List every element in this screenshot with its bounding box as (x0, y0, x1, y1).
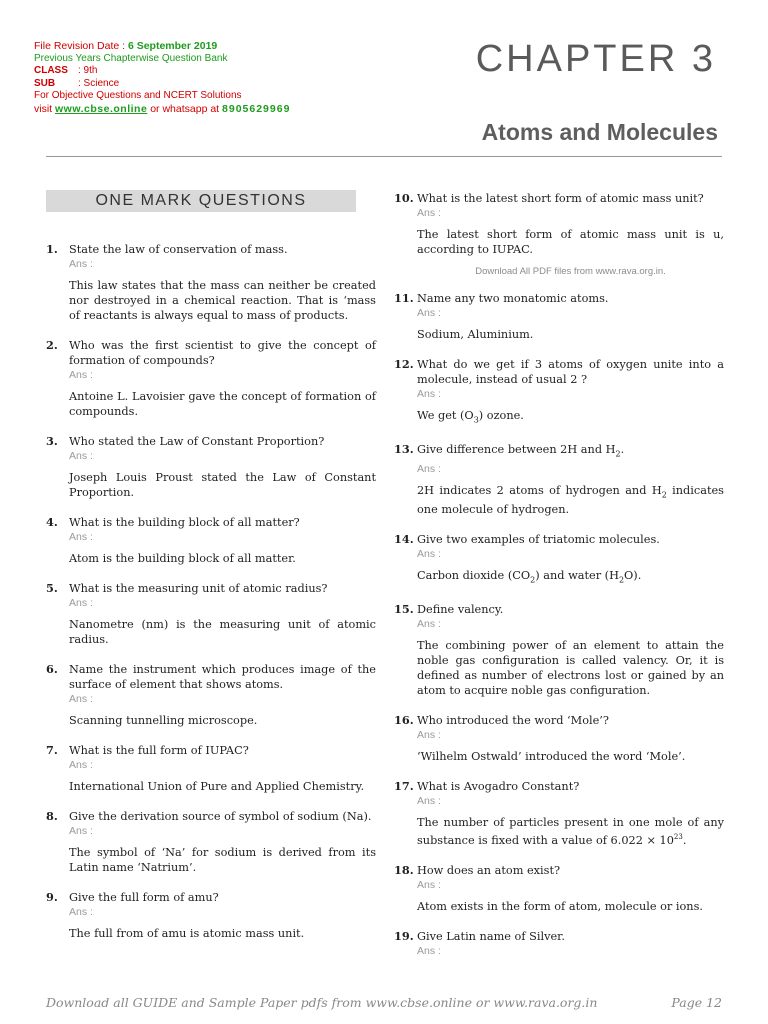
question-number: 5. (46, 581, 58, 595)
question-number: 11. (394, 291, 414, 305)
answer-text: We get $(O_3)$ ozone. (417, 409, 524, 425)
question-number: 7. (46, 743, 58, 757)
question-text: What is the full form of IUPAC? (69, 744, 249, 757)
answer-label: Ans : (417, 944, 441, 957)
question-number: 8. (46, 809, 58, 823)
answer-text: Atom is the building block of all matter. (69, 552, 296, 565)
question-item (46, 338, 376, 419)
answer-label: Ans : (69, 906, 93, 918)
answer-text: Antoine L. Lavoisier gave the concept of formation of compounds. (69, 390, 376, 418)
answer-label: Ans : (417, 878, 441, 891)
question-text: Give the full form of amu? (69, 891, 219, 904)
question-text: What is Avogadro Constant? (417, 780, 580, 793)
question-item (394, 863, 724, 914)
question-item (394, 779, 724, 848)
answer-text: Atom exists in the form of atom, molecule or ions. (417, 899, 703, 913)
question-text: How does an atom exist? (417, 863, 561, 877)
question-text: Define valency. (417, 603, 504, 616)
answer-label: Ans : (69, 693, 93, 705)
answer-label: Ans : (417, 462, 441, 475)
objective-note: For Objective Questions and NCERT Solutions (34, 90, 242, 101)
answer-label: Ans : (69, 369, 93, 381)
class-label: CLASS (34, 65, 68, 76)
sub-value: : Science (78, 77, 120, 89)
question-item (46, 890, 376, 941)
question-number: 14. (394, 531, 414, 546)
download-note: Download All PDF files from www.rava.org.in. (475, 266, 666, 277)
whatsapp-label: or whatsapp at (147, 102, 223, 115)
question-number: 12. (394, 357, 414, 371)
question-item (46, 515, 376, 566)
answer-text: This law states that the mass can neither be created nor destroyed in a chemical reaction. That is ‘mass of reactants is always equal to mass of products. (69, 279, 376, 322)
question-number: 16. (394, 713, 414, 727)
answer-text: Sodium, Aluminium. (417, 328, 534, 341)
answer-label: Ans : (69, 531, 93, 543)
revision-label: File Revision Date : (34, 40, 128, 52)
question-number: 6. (46, 662, 58, 676)
revision-date: 6 September 2019 (127, 40, 218, 52)
site-link[interactable]: www.cbse.online (55, 102, 148, 115)
question-text: Name the instrument which produces image of the surface of element that shows atoms. (69, 663, 376, 691)
answer-label: Ans : (417, 729, 441, 741)
visit-label: visit (34, 102, 55, 115)
question-item (394, 713, 724, 764)
question-bank-label: Previous Years Chapterwise Question Bank (34, 52, 228, 64)
answer-text: The symbol of ‘Na’ for sodium is derived from its Latin name ‘Natrium’. (69, 846, 376, 874)
left-column (46, 242, 376, 956)
answer-text: Nanometre (nm) is the measuring unit of atomic radius. (69, 618, 376, 646)
question-item (394, 929, 724, 959)
answer-text: The latest short form of atomic mass unit is u, according to IUPAC. (417, 228, 724, 256)
question-number: 1. (46, 242, 58, 256)
question-text: Name any two monatomic atoms. (417, 292, 609, 305)
answer-label: Ans : (69, 450, 93, 462)
question-text: Give the derivation source of symbol of sodium (Na). (69, 810, 372, 823)
question-item (394, 442, 724, 517)
header-divider (46, 156, 722, 157)
question-text: Give difference between 2H and $H_2$. (417, 443, 625, 459)
page-footer (46, 995, 722, 1010)
question-number: 15. (394, 602, 414, 616)
question-text: Give Latin name of Silver. (417, 929, 565, 943)
answer-text: Joseph Louis Proust stated the Law of Constant Proportion. (69, 471, 376, 499)
question-item (46, 434, 376, 500)
question-text: Give two examples of triatomic molecules. (417, 532, 660, 546)
right-column (394, 191, 724, 974)
question-number: 10. (394, 191, 414, 205)
answer-label: Ans : (69, 825, 93, 837)
question-item (394, 291, 724, 342)
answer-text: 2H indicates 2 atoms of hydrogen and $H_2$ indicates one molecule of hydrogen. (417, 483, 724, 516)
question-number: 13. (394, 442, 414, 457)
answer-text: Scanning tunnelling microscope. (69, 714, 258, 727)
answer-text: International Union of Pure and Applied Chemistry. (69, 780, 365, 793)
answer-label: Ans : (417, 307, 441, 319)
question-text: State the law of conservation of mass. (69, 243, 288, 256)
question-number: 17. (394, 779, 414, 793)
question-item (46, 662, 376, 728)
phone-number: 8905629969 (222, 102, 291, 115)
answer-label: Ans : (69, 258, 93, 270)
question-item (46, 809, 376, 875)
answer-text: The combining power of an element to attain the noble gas configuration is called valency. Or, it is defined as number of electrons lost or gained by an atom to acquire noble gas configuration. (417, 639, 724, 697)
question-item (46, 581, 376, 647)
question-number: 9. (46, 890, 58, 904)
question-item (394, 357, 724, 427)
question-text: What is the measuring unit of atomic radius? (69, 582, 328, 595)
question-text: What do we get if 3 atoms of oxygen unite into a molecule, instead of usual 2 ? (417, 358, 724, 386)
question-number: 2. (46, 338, 58, 352)
question-text: What is the latest short form of atomic mass unit? (417, 192, 704, 205)
question-number: 3. (46, 434, 58, 448)
answer-label: Ans : (69, 597, 93, 609)
answer-label: Ans : (69, 759, 93, 771)
question-item (394, 532, 724, 587)
question-text: Who introduced the word ‘Mole’? (417, 714, 609, 727)
answer-text: The full from of amu is atomic mass unit. (69, 927, 305, 940)
answer-label: Ans : (417, 388, 441, 400)
chapter-title: Atoms and Molecules (481, 119, 718, 145)
section-heading: ONE MARK QUESTIONS (46, 190, 356, 212)
answer-label: Ans : (417, 618, 441, 630)
answer-text: The number of particles present in one mole of any substance is fixed with a value of $6.022 \times 10^{23}$. (417, 816, 724, 847)
question-text: Who was the first scientist to give the concept of formation of compounds? (69, 339, 376, 367)
class-value: : 9th (78, 65, 98, 76)
question-item (46, 242, 376, 323)
file-header (34, 40, 364, 115)
question-text: Who stated the Law of Constant Proportion? (69, 435, 325, 448)
sub-label: SUB (34, 77, 56, 89)
answer-text: Carbon dioxide $(CO_2)$ and water $(H_2O)$. (417, 568, 642, 584)
answer-label: Ans : (417, 547, 441, 560)
question-number: 19. (394, 928, 414, 943)
answer-label: Ans : (417, 207, 441, 219)
answer-text: ‘Wilhelm Ostwald’ introduced the word ‘Mole’. (417, 750, 686, 763)
footer-text: Download all GUIDE and Sample Paper pdfs from www.cbse.online or www.rava.org.in (46, 995, 598, 1010)
question-item (394, 191, 724, 257)
answer-label: Ans : (417, 795, 441, 807)
page-number: Page 12 (671, 995, 722, 1010)
question-text: What is the building block of all matter? (69, 516, 300, 529)
question-item (46, 743, 376, 794)
question-item (394, 602, 724, 698)
question-number: 18. (394, 862, 414, 877)
question-number: 4. (46, 515, 58, 529)
chapter-heading: CHAPTER 3 (475, 38, 716, 80)
